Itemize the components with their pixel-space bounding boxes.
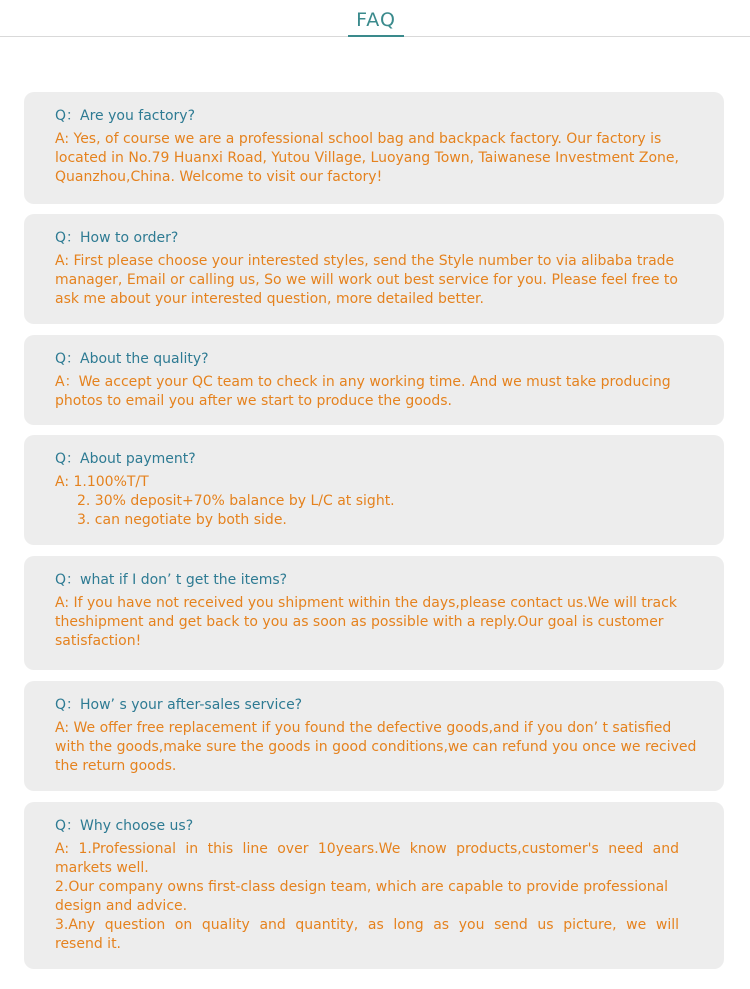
answer-line: 3.Any question on quality and quantity, as long as you send us picture, we will (55, 917, 679, 933)
faq-answer (55, 252, 700, 309)
faq-header (0, 0, 750, 40)
answer-line: A: Yes, of course we are a professional school bag and backpack factory. Our factory is (55, 131, 662, 147)
title-underline (348, 35, 404, 37)
answer-line: the return goods. (55, 758, 177, 774)
answer-line: resend it. (55, 936, 122, 952)
faq-card-quality (24, 335, 724, 425)
faq-card-factory (24, 92, 724, 204)
faq-question: Q：How’ s your after-sales service? (55, 697, 303, 713)
answer-line: A: 1.100%T/T (55, 474, 149, 490)
faq-card-items (24, 556, 724, 670)
answer-line: A：We accept your QC team to check in any working time. And we must take producing (55, 374, 671, 390)
faq-question: Q：Why choose us? (55, 818, 194, 834)
answer-line: A: First please choose your interested styles, send the Style number to via alibaba trade (55, 253, 675, 269)
answer-line: 2.Our company owns first-class design team, which are capable to provide professional (55, 879, 669, 895)
answer-line: 3. can negotiate by both side. (77, 512, 287, 528)
answer-line: A: If you have not received you shipment within the days,please contact us.We will track (55, 595, 677, 611)
answer-line: with the goods,make sure the goods in good conditions,we can refund you once we recived (55, 739, 697, 755)
answer-line: theshipment and get back to you as soon as possible with a reply.Our goal is customer (55, 614, 664, 630)
faq-card-order (24, 214, 724, 324)
faq-answer (55, 719, 700, 776)
page-title: FAQ (356, 9, 396, 31)
answer-line: A: 1.Professional in this line over 10years.We know products,customer's need and (55, 841, 679, 857)
answer-line: satisfaction! (55, 633, 142, 649)
answer-line: A: We offer free replacement if you found the defective goods,and if you don’ t satisfied (55, 720, 672, 736)
answer-line: design and advice. (55, 898, 188, 914)
faq-question: Q：About payment? (55, 451, 196, 467)
faq-answer (55, 594, 700, 651)
faq-card-payment (24, 435, 724, 545)
answer-line: ask me about your interested question, more detailed better. (55, 291, 484, 307)
faq-card-why-us (24, 802, 724, 969)
answer-line: located in No.79 Huanxi Road, Yutou Village, Luoyang Town, Taiwanese Investment Zone, (55, 150, 679, 166)
answer-line: 2. 30% deposit+70% balance by L/C at sight. (77, 493, 395, 509)
answer-line: photos to email you after we start to produce the goods. (55, 393, 453, 409)
answer-line: Quanzhou,China. Welcome to visit our factory! (55, 169, 383, 185)
faq-question: Q：How to order? (55, 230, 179, 246)
faq-question: Q：Are you factory? (55, 108, 196, 124)
faq-answer (55, 473, 700, 530)
faq-question: Q：About the quality? (55, 351, 209, 367)
faq-answer (55, 373, 700, 411)
faq-card-after-sales (24, 681, 724, 791)
faq-answer (55, 130, 700, 187)
faq-answer (55, 840, 700, 954)
answer-line: markets well. (55, 860, 149, 876)
answer-line: manager, Email or calling us, So we will work out best service for you. Please feel free to (55, 272, 678, 288)
faq-question: Q：what if I don’ t get the items? (55, 572, 288, 588)
